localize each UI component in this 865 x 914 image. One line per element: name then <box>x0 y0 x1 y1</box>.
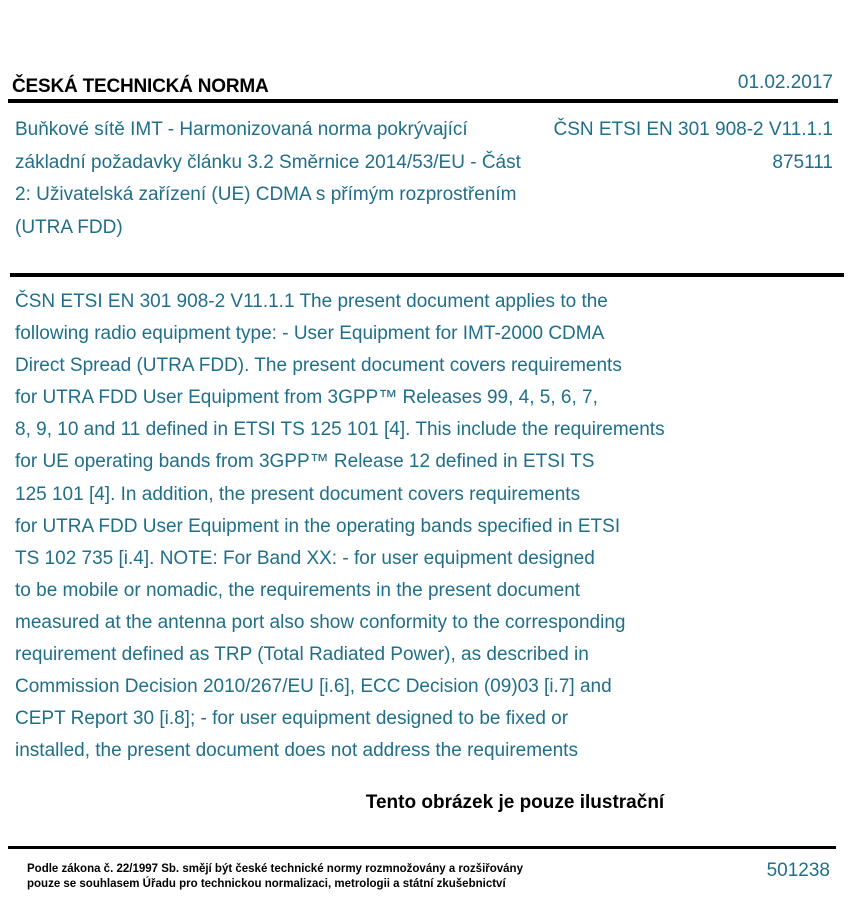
document-code-block <box>551 114 833 179</box>
title-divider <box>10 273 844 277</box>
legal-line-1: Podle zákona č. 22/1997 Sb. smějí být české technické normy rozmnožovány a rozšiřovány <box>27 863 523 875</box>
standard-heading: ČESKÁ TECHNICKÁ NORMA <box>12 76 269 97</box>
illustration-notice: Tento obrázek je pouze ilustrační <box>365 792 665 813</box>
header-divider <box>8 99 838 103</box>
document-abstract: ČSN ETSI EN 301 908-2 V11.1.1 The present document applies to the following radio equipment type: - User Equipment for IMT-2000 CDMA Direct Spread (UTRA FDD). The present document covers requirements for UTRA FDD User Equipment from 3GPP™ Releases 99, 4, 5, 6, 7, 8, 9, 10 and 11 defined in ETSI TS 125 101 [4]. This include the requirements for UE operating bands from 3GPP™ Release 12 defined in ETSI TS 125 101 [4]. In addition, the present document covers requirements for UTRA FDD User Equipment in the operating bands specified in ETSI TS 102 735 [i.4]. NOTE: For Band XX: - for user equipment designed to be mobile or nomadic, the requirements in the present document measured at the antenna port also show conformity to the corresponding requirement defined as TRP (Total Radiated Power), as described in Commission Decision 2010/267/EU [i.6], ECC Decision (09)03 [i.7] and CEPT Report 30 [i.8]; - for user equipment designed to be fixed or installed, the present document does not address the requirements <box>15 291 665 762</box>
footer-number: 501238 <box>766 860 830 881</box>
footer-divider <box>8 846 836 849</box>
legal-notice <box>27 862 647 892</box>
legal-line-2: pouze se souhlasem Úřadu pro technickou normalizaci, metrologii a státní zkušebnictví <box>27 878 506 890</box>
publication-date: 01.02.2017 <box>737 72 833 93</box>
class-number: 875111 <box>772 151 833 173</box>
document-code: ČSN ETSI EN 301 908-2 V11.1.1 <box>553 119 833 140</box>
document-title: Buňkové sítě IMT - Harmonizovaná norma pokrývající základní požadavky článku 3.2 Směrnice 2014/53/EU - Část 2: Uživatelská zařízení (UE) CDMA s přímým rozprostřením (UTRA FDD) <box>15 119 521 238</box>
